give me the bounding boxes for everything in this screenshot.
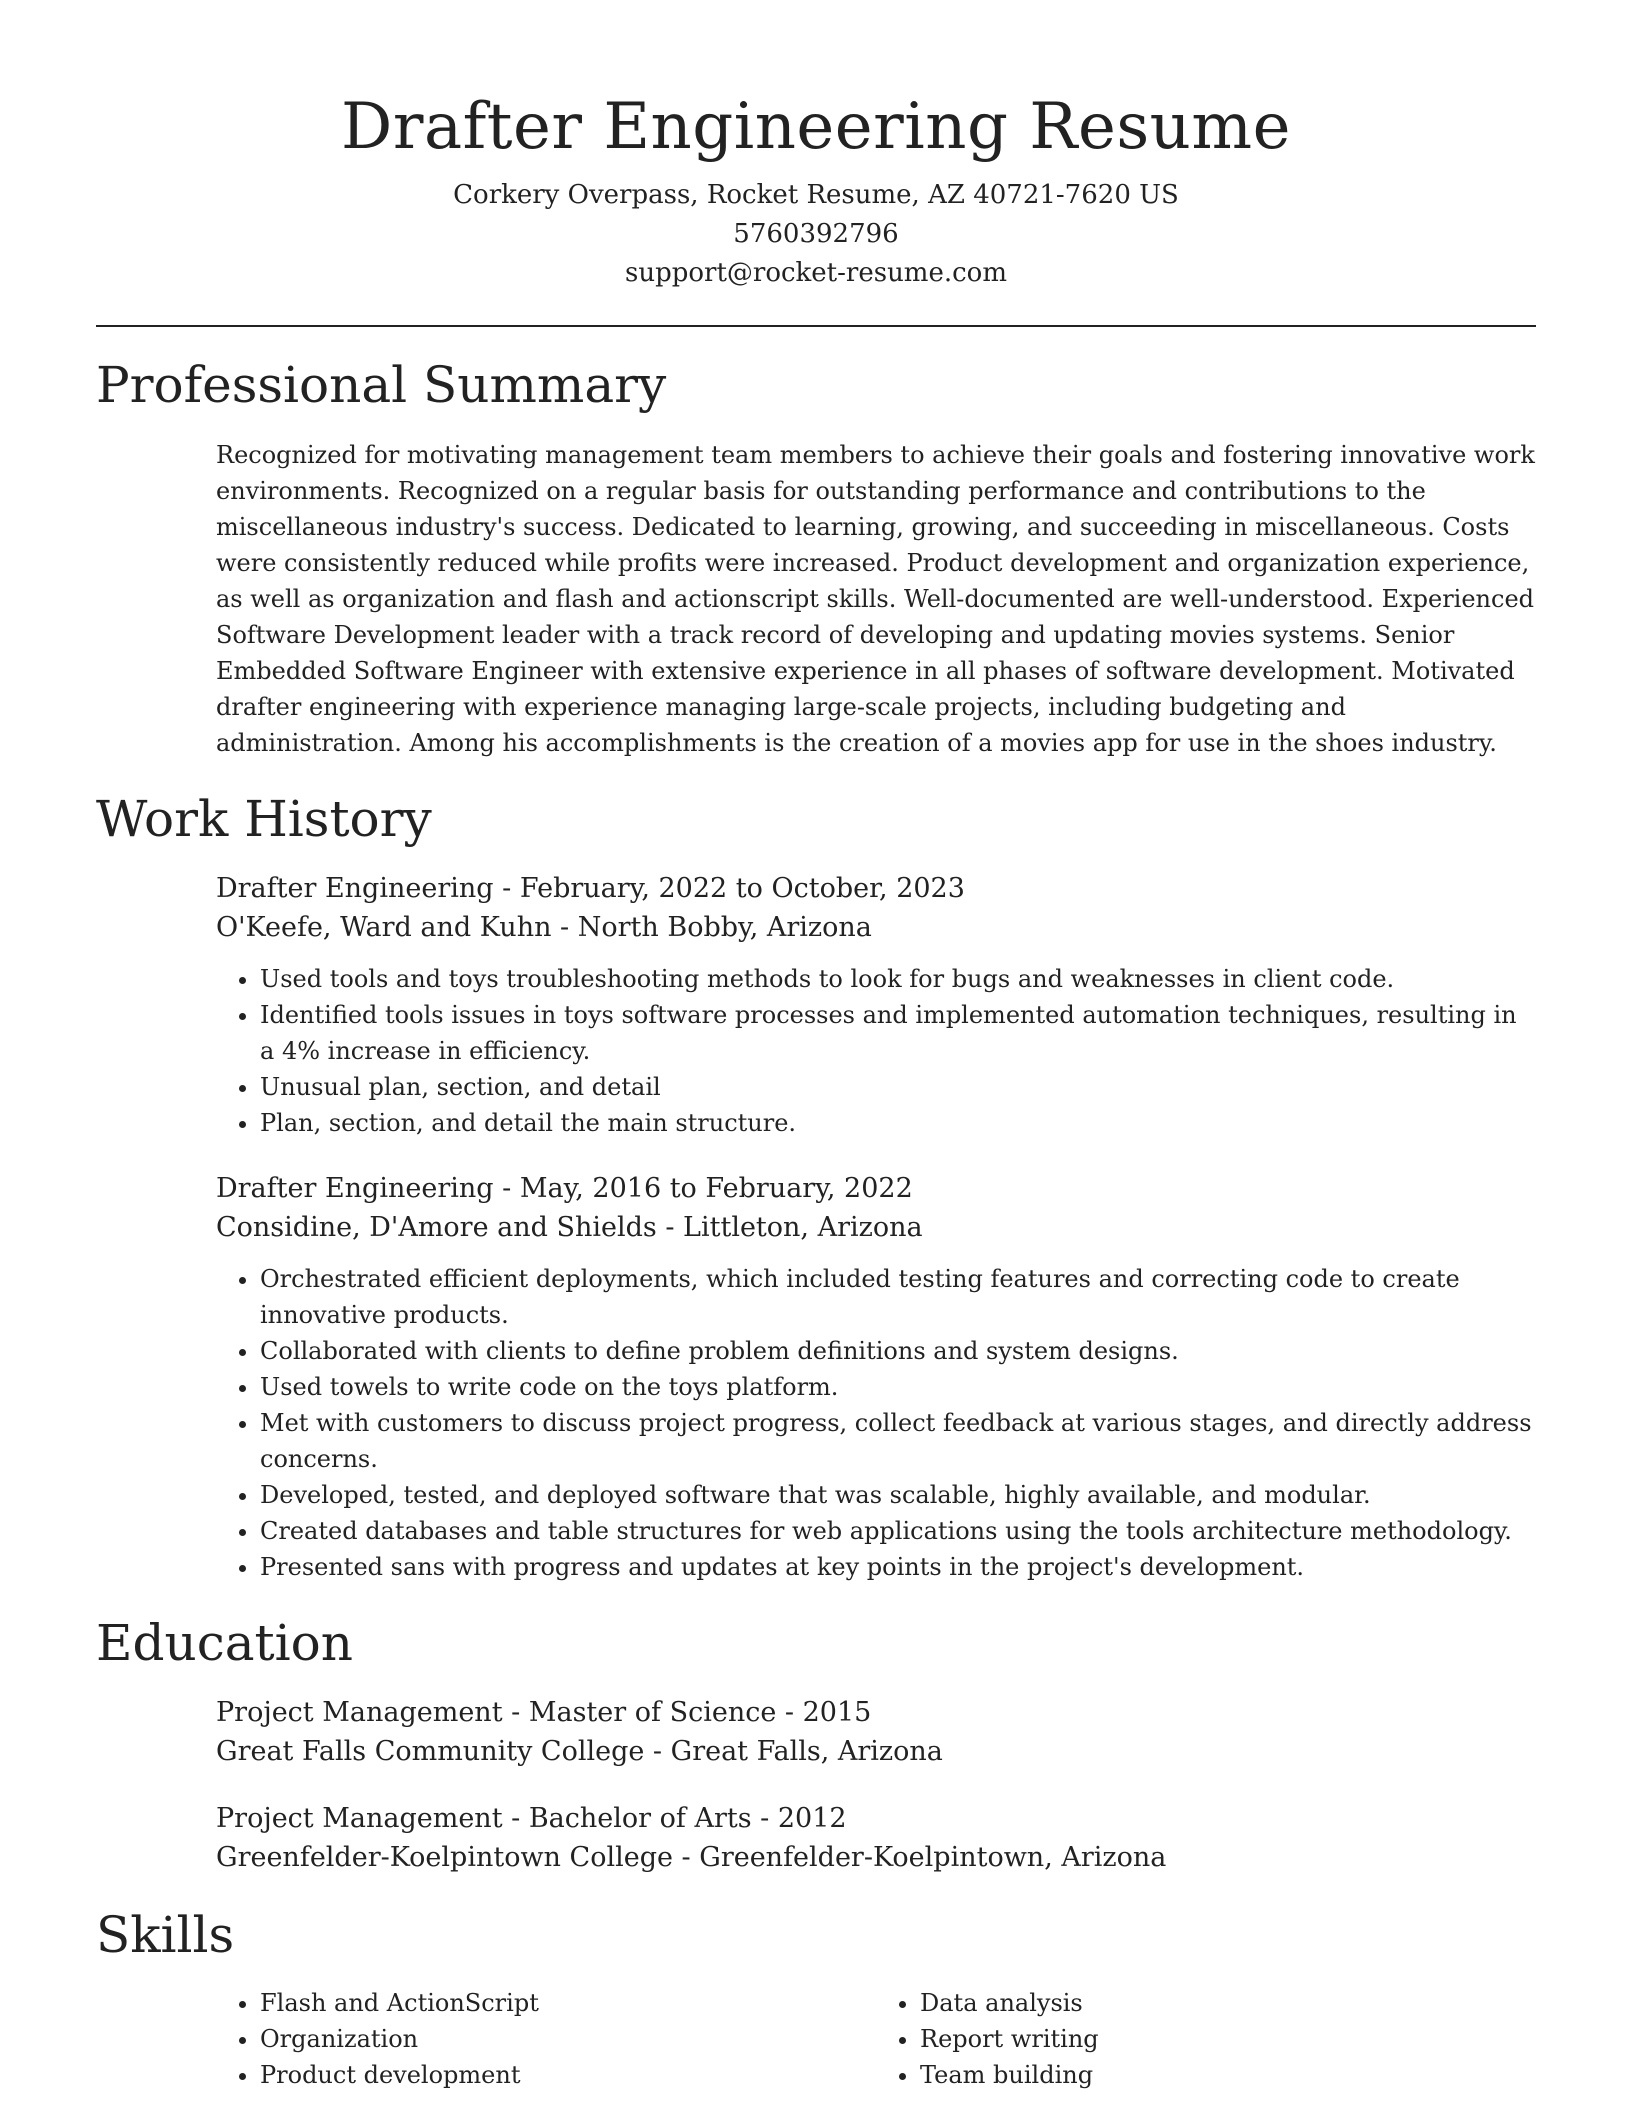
job-bullet: • Created databases and table structures for web applications using the tools architecture methodology. <box>260 1513 1536 1549</box>
summary-section <box>96 355 1536 761</box>
skill-item: • Flash and ActionScript <box>260 1985 876 2021</box>
job-bullet: • Collaborated with clients to define problem definitions and system designs. <box>260 1333 1536 1369</box>
job-bullets <box>216 961 1536 1141</box>
skill-item: • Team building <box>920 2057 1536 2093</box>
skill-item: • Organization <box>260 2021 876 2057</box>
contact-phone: 5760392796 <box>733 219 899 249</box>
education-entry <box>216 1693 1536 1771</box>
job-bullet: • Plan, section, and detail the main structure. <box>260 1105 1536 1141</box>
job-bullet: • Developed, tested, and deployed software that was scalable, highly available, and modular. <box>260 1477 1536 1513</box>
education-section <box>96 1613 1536 1877</box>
job-bullets <box>216 1261 1536 1585</box>
skills-heading: Skills <box>96 1906 235 1964</box>
skill-item: • Data analysis <box>920 1985 1536 2021</box>
contact-info <box>96 176 1536 293</box>
job-entry <box>216 1169 1536 1585</box>
contact-address: Corkery Overpass, Rocket Resume, AZ 40721-7620 US <box>453 180 1179 210</box>
skills-section <box>96 1905 1536 2093</box>
job-entry <box>216 869 1536 1141</box>
job-bullet: • Identified tools issues in toys software processes and implemented automation techniques, resulting in a 4% increase in efficiency. <box>260 997 1536 1069</box>
job-company-line: Considine, D'Amore and Shields - Littleton, Arizona <box>216 1212 923 1243</box>
school-line: Greenfelder-Koelpintown College - Greenfelder-Koelpintown, Arizona <box>216 1842 1167 1873</box>
job-bullet: • Used towels to write code on the toys platform. <box>260 1369 1536 1405</box>
resume-header <box>96 0 1536 293</box>
work-history-body <box>216 869 1536 1585</box>
job-headline: Drafter Engineering - May, 2016 to February, 2022 <box>216 1173 913 1204</box>
job-bullet: • Presented sans with progress and updates at key points in the project's development. <box>260 1549 1536 1585</box>
job-bullet: • Used tools and toys troubleshooting methods to look for bugs and weaknesses in client code. <box>260 961 1536 997</box>
job-headline: Drafter Engineering - February, 2022 to October, 2023 <box>216 873 965 904</box>
education-heading: Education <box>96 1614 353 1672</box>
summary-text: Recognized for motivating management team members to achieve their goals and fostering innovative work environments. Recognized on a regular basis for outstanding performance and contributions to the miscellaneous industry's success. Dedicated to learning, growing, and succeeding in miscellaneous. Costs were consistently reduced while profits were increased. Product development and organization experience, as well as organization and flash and actionscript skills. Well-documented are well-understood. Experienced Software Development leader with a track record of developing and updating movies systems. Senior Embedded Software Engineer with extensive experience in all phases of software development. Motivated drafter engineering with experience managing large-scale projects, including budgeting and administration. Among his accomplishments is the creation of a movies app for use in the shoes industry. <box>216 441 1535 757</box>
contact-email: support@rocket-resume.com <box>624 258 1007 288</box>
resume-page <box>96 0 1536 2093</box>
job-bullet: • Unusual plan, section, and detail <box>260 1069 1536 1105</box>
skills-column-right <box>876 1985 1536 2093</box>
education-body <box>216 1693 1536 1877</box>
education-entry <box>216 1799 1536 1877</box>
job-bullet: • Orchestrated efficient deployments, which included testing features and correcting code to create innovative products. <box>260 1261 1536 1333</box>
header-divider <box>96 325 1536 327</box>
skill-item: • Report writing <box>920 2021 1536 2057</box>
summary-heading: Professional Summary <box>96 356 667 414</box>
skills-list <box>216 1985 1536 2093</box>
skill-item: • Product development <box>260 2057 876 2093</box>
degree-headline: Project Management - Bachelor of Arts - 2012 <box>216 1803 847 1834</box>
work-history-section <box>96 789 1536 1585</box>
school-line: Great Falls Community College - Great Falls, Arizona <box>216 1736 943 1767</box>
job-company-line: O'Keefe, Ward and Kuhn - North Bobby, Arizona <box>216 912 872 943</box>
skills-column-left <box>216 1985 876 2093</box>
resume-title: Drafter Engineering Resume <box>341 90 1291 164</box>
work-history-heading: Work History <box>96 790 432 848</box>
job-bullet: • Met with customers to discuss project progress, collect feedback at various stages, and directly address concerns. <box>260 1405 1536 1477</box>
degree-headline: Project Management - Master of Science - 2015 <box>216 1697 872 1728</box>
